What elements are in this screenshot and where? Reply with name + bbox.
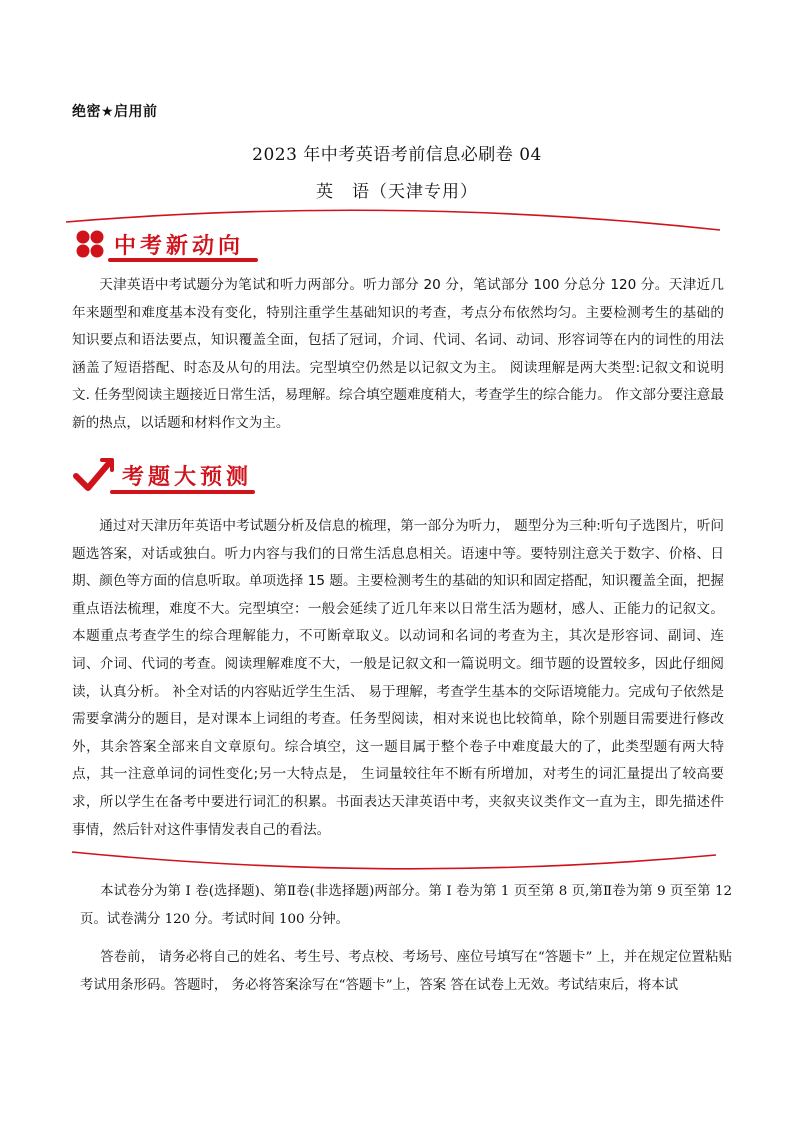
instructions-paragraph-1: 本试卷分为第 I 卷(选择题)、第Ⅱ卷(非选择题)两部分。第 I 卷为第 1 页至第 8 页,第Ⅱ卷为第 9 页至第 12 页。试卷满分 120 分。考试时间 100 分钟。 <box>80 884 732 927</box>
trends-paragraph: 天津英语中考试题分为笔试和听力两部分。听力部分 20 分，笔试部分 100 分总分 120 分。天津近几年来题型和难度基本没有变化，特别注重学生基础知识的考查，考点分布依然均匀。主要检测考生的基础的知识要点和语法要点，知识覆盖全面，包括了冠词，介词、代词、名词、动词、形容词等在内的词性的用法涵盖了短语搭配、时态及从句的用法。完型填空仍然是以记叙文为主。 阅读理解是两大类型:记叙文和说明文. 任务型阅读主题接近日常生活，易理解。综合填空题难度稍大，考查学生的综合能力。 作文部分要注意最新的热点，以话题和材料作文为主。 <box>72 277 724 431</box>
red-four-leaf-icon <box>72 228 108 260</box>
section-heading-forecast-text: 考题大预测 <box>122 464 253 490</box>
forecast-paragraph: 通过对天津历年英语中考试题分析及信息的梳理，第一部分为听力， 题型分为三种:听句子选图片，听问题选答案，对话或独白。听力内容与我们的日常生活息息相关。语速中等。要特别注意关于数字、价格、日期、颜色等方面的信息听取。单项选择 15 题。主要检测考生的基础的知识和固定搭配，知识覆盖全面，把握重点语法梳理，难度不大。完型填空：一般会延续了近几年来以日常生活为题材，感人、正能力的记叙文。本题重点考查学生的综合理解能力，不可断章取义。以动词和名词的考查为主，其次是形容词、副词、连词、介词、代词的考查。阅读理解难度不大，一般是记叙文和一篇说明文。细节题的设置较多，因此仔细阅读，认真分析。 补全对话的内容贴近学生生活、 易于理解，考查学生基本的交际语境能力。完成句子依然是需要拿满分的题目，是对课本上词组的考查。任务型阅读，相对来说也比较简单，除个别题目需要进行修改外，其余答案全部来自文章原句。综合填空，这一题目属于整个卷子中难度最大的了，此类型题有两大特点，其一注意单词的词性变化;另一大特点是， 生词量较往年不断有所增加，对考生的词汇量提出了较高要求，所以学生在备考中要进行词汇的积累。书面表达天津英语中考，夹叙夹议类作文一直为主，即先描述件事情，然后针对这件事情发表自己的看法。 <box>72 518 724 838</box>
paper-title: 2023 年中考英语考前信息必刷卷 04 <box>252 145 542 165</box>
section-heading-trends <box>72 228 244 260</box>
section-heading-trends-text: 中考新动向 <box>114 233 245 259</box>
section-heading-forecast <box>72 456 252 494</box>
paper-subtitle: 英 语（天津专用） <box>316 182 478 202</box>
confidential-label: 绝密★启用前 <box>72 104 158 120</box>
bottom-arc <box>72 852 716 869</box>
instructions-paragraph-2: 答卷前， 请务必将自己的姓名、考生号、考点校、考场号、座位号填写在“答题卡” 上，并在规定位置粘贴考试用条形码。答题时， 务必将答案涂写在“答题卡”上，答案 答在试卷上无效。考试结束后，将本试 <box>80 950 732 993</box>
heading-underline <box>110 490 255 494</box>
red-check-arrow-icon <box>72 456 116 494</box>
heading-underline <box>108 258 258 262</box>
